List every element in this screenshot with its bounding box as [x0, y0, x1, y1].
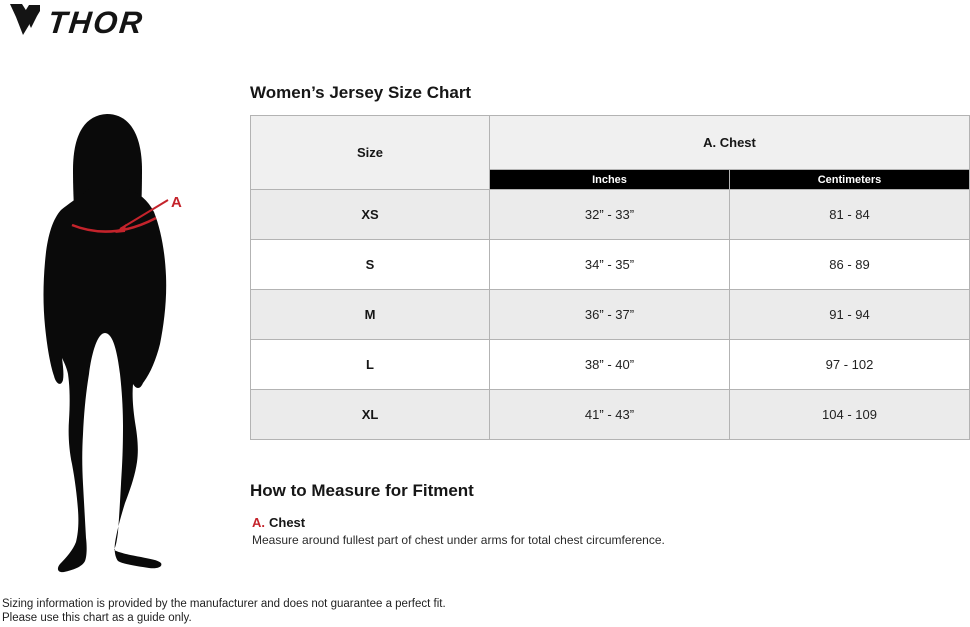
table-row-s: [251, 240, 970, 290]
column-header-size: Size: [251, 116, 490, 190]
inches-value: 38” - 40”: [490, 340, 730, 390]
column-subheader-centimeters: Centimeters: [730, 170, 970, 190]
measure-item-key: A.: [252, 515, 265, 530]
table-row-m: [251, 290, 970, 340]
woman-silhouette: [44, 114, 167, 572]
size-label: XS: [251, 190, 490, 240]
size-label: L: [251, 340, 490, 390]
centimeters-value: 81 - 84: [730, 190, 970, 240]
measure-section-heading: How to Measure for Fitment: [250, 481, 474, 500]
measure-item-chest: [252, 515, 305, 530]
column-header-chest: A. Chest: [490, 116, 970, 170]
size-label: S: [251, 240, 490, 290]
size-label: M: [251, 290, 490, 340]
disclaimer-line-2: Please use this chart as a guide only.: [2, 611, 192, 624]
table-row-xl: [251, 390, 970, 440]
chest-marker-a-label: A: [171, 194, 182, 211]
sizing-disclaimer: [2, 598, 446, 625]
measure-item-name: Chest: [269, 515, 306, 530]
size-chart-table: [250, 115, 970, 440]
inches-value: 41” - 43”: [490, 390, 730, 440]
column-subheader-inches: Inches: [490, 170, 730, 190]
measure-item-description: Measure around fullest part of chest under arms for total chest circumference.: [252, 533, 665, 547]
centimeters-value: 104 - 109: [730, 390, 970, 440]
inches-value: 34” - 35”: [490, 240, 730, 290]
woman-silhouette-figure: [30, 112, 230, 592]
thor-logo: [10, 4, 144, 42]
centimeters-value: 97 - 102: [730, 340, 970, 390]
thor-wordmark: THOR: [46, 5, 146, 40]
centimeters-value: 91 - 94: [730, 290, 970, 340]
centimeters-value: 86 - 89: [730, 240, 970, 290]
thor-v-icon: [10, 4, 40, 42]
page-title: Women’s Jersey Size Chart: [250, 83, 472, 102]
table-row-xs: [251, 190, 970, 240]
inches-value: 36” - 37”: [490, 290, 730, 340]
inches-value: 32” - 33”: [490, 190, 730, 240]
table-row-l: [251, 340, 970, 390]
disclaimer-line-1: Sizing information is provided by the manufacturer and does not guarantee a perfect fit.: [2, 598, 446, 610]
size-label: XL: [251, 390, 490, 440]
